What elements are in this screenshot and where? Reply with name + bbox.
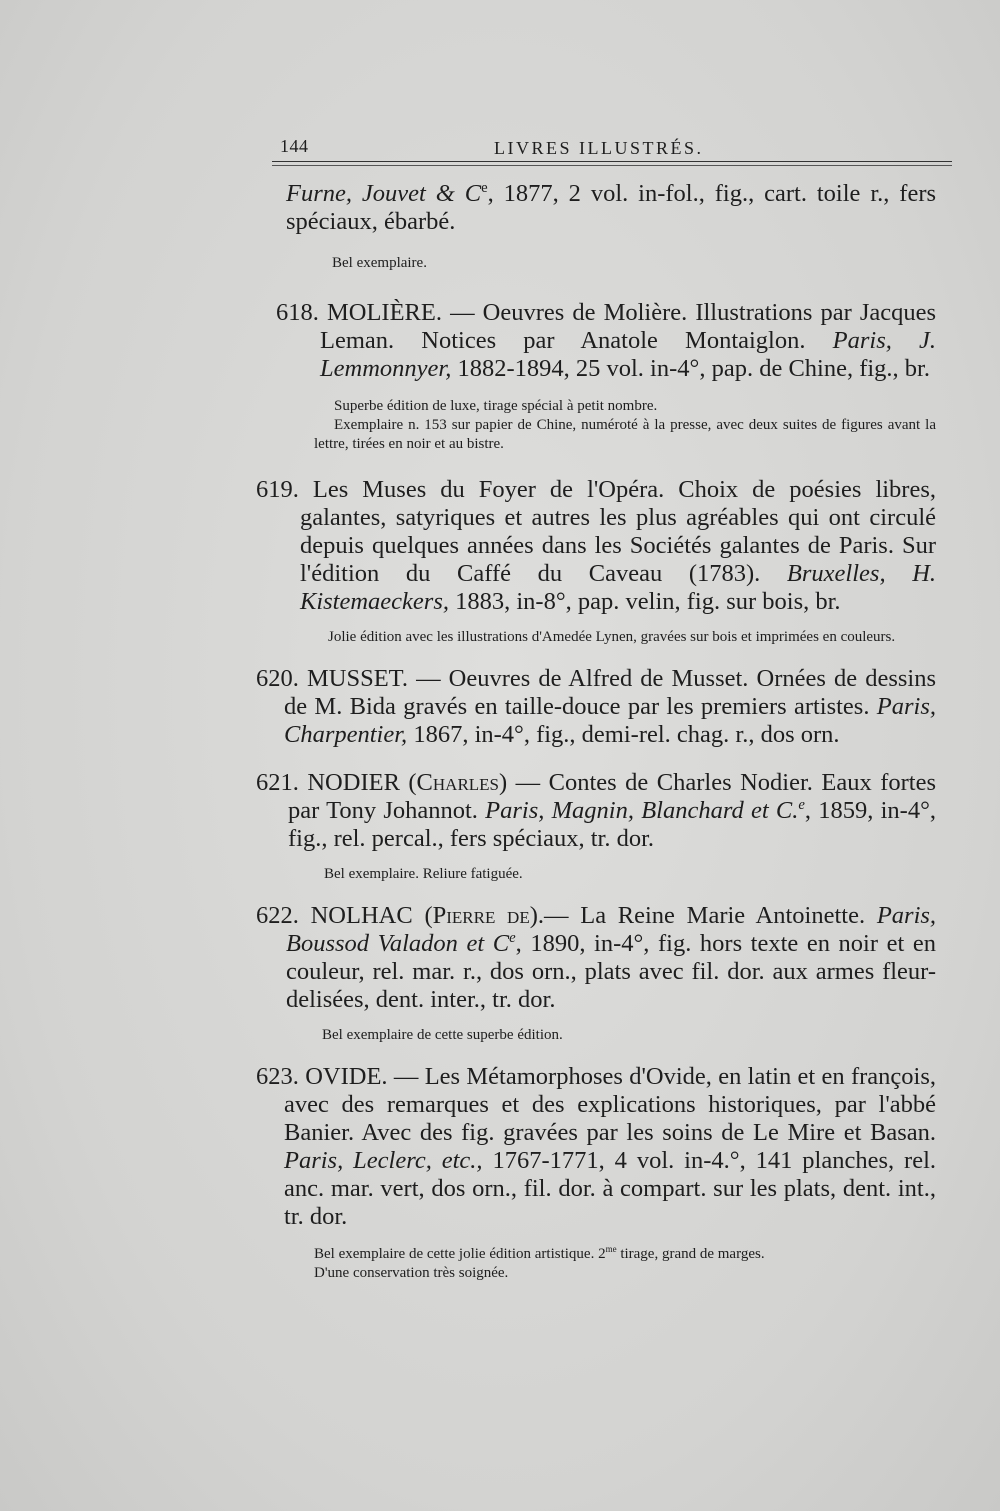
page-number: 144 (280, 136, 309, 156)
entry-author: NODIER (307, 769, 400, 796)
entry-620 (256, 665, 936, 749)
entry-number: 622. (256, 902, 299, 929)
continuation-note: Bel exemplaire. (332, 255, 427, 271)
entry-text: 620. MUSSET. — Oeuvres de Alfred de Musset. Ornées de dessins de M. Bida gravés en taille-douce par les premiers artistes. Paris, Charpentier, 1867, in-4°, fig., demi-rel. chag. r., dos orn. (256, 665, 937, 748)
entry-number: 621. (256, 769, 299, 796)
entry-note: Superbe édition de luxe, tirage spécial à petit nombre. (334, 398, 658, 414)
entry-author: MUSSET. (306, 665, 408, 692)
entry-note: Bel exemplaire de cette superbe édition. (322, 1027, 563, 1043)
continuation-text: Furne, Jouvet & Ce, 1877, 2 vol. in-fol., fig., cart. toile r., fers spéciaux, ébarbé. (286, 179, 937, 235)
entry-619 (256, 476, 936, 647)
entry-note: Bel exemplaire. Reliure fatiguée. (324, 866, 523, 882)
entry-author: MOLIÈRE. (326, 299, 442, 326)
entry-number: 623. (256, 1063, 299, 1090)
catalogue-text (256, 180, 936, 1283)
entry-note: Bel exemplaire de cette jolie édition artistique. $2^{me}$ tirage, grand de marges. D'une conservation très soignée. (314, 1244, 765, 1281)
entry-text: 619. Les Muses du Foyer de l'Opéra. Choix de poésies libres, galantes, satyriques et autres les plus agréables qui ont circulé depuis quelques années dans les Sociétés galantes de Paris. Sur l'édition du Caffé du Caveau (1783). Bruxelles, H. Kistemaeckers, 1883, in-8°, pap. velin, fig. sur bois, br. (256, 476, 937, 615)
entry-621 (256, 769, 936, 884)
entry-author: NOLHAC (310, 902, 413, 929)
entry-622 (256, 902, 936, 1045)
entry-text: 618. MOLIÈRE. — Oeuvres de Molière. Illustrations par Jacques Leman. Notices par Anatole Montaiglon. Paris, J. Lemmonnyer, 1882-1894, 25 vol. in-4°, pap. de Chine, fig., br. (276, 299, 937, 382)
continuation-entry (256, 180, 936, 273)
entry-number: 618. (276, 299, 319, 326)
page-header (272, 136, 952, 164)
entry-author: OVIDE. (305, 1063, 388, 1090)
entry-note: Exemplaire n. 153 sur papier de Chine, numéroté à la presse, avec deux suites de figures avant la lettre, tirées en noir et au bistre. (314, 417, 936, 452)
entry-text: 621. NODIER (Charles) — Contes de Charles Nodier. Eaux fortes par Tony Johannot. Paris, Magnin, Blanchard et C.$^e$, 1859, in-4°, fig., rel. percal., fers spéciaux, tr. dor. (256, 769, 937, 852)
header-rule (272, 161, 952, 162)
entry-number: 619. (256, 476, 299, 503)
entry-number: 620. (256, 665, 299, 692)
entry-note: Jolie édition avec les illustrations d'Amedée Lynen, gravées sur bois et imprimées en couleurs. (328, 629, 896, 645)
entry-text: 622. NOLHAC (Pierre de).— La Reine Marie Antoinette. Paris, Boussod Valadon et Ce, 1890, in-4°, fig. hors texte en noir et en couleur, rel. mar. r., dos orn., plats avec fil. dor. aux armes fleur-delisées, dent. inter., tr. dor. (256, 902, 937, 1013)
running-title: LIVRES ILLUSTRÉS. (494, 138, 704, 158)
entry-623 (256, 1063, 936, 1283)
entry-618 (256, 299, 936, 454)
entry-text: 623. OVIDE. — Les Métamorphoses d'Ovide, en latin et en françois, avec des remarques et des explications historiques, par l'abbé Banier. Avec des fig. gravées par les soins de Le Mire et Basan. Paris, Leclerc, etc., 1767-1771, 4 vol. in-4.°, 141 planches, rel. anc. mar. vert, dos orn., fil. dor. à compart. sur les plats, dent. int., tr. dor. (256, 1063, 937, 1230)
header-rule-thin (272, 165, 952, 166)
